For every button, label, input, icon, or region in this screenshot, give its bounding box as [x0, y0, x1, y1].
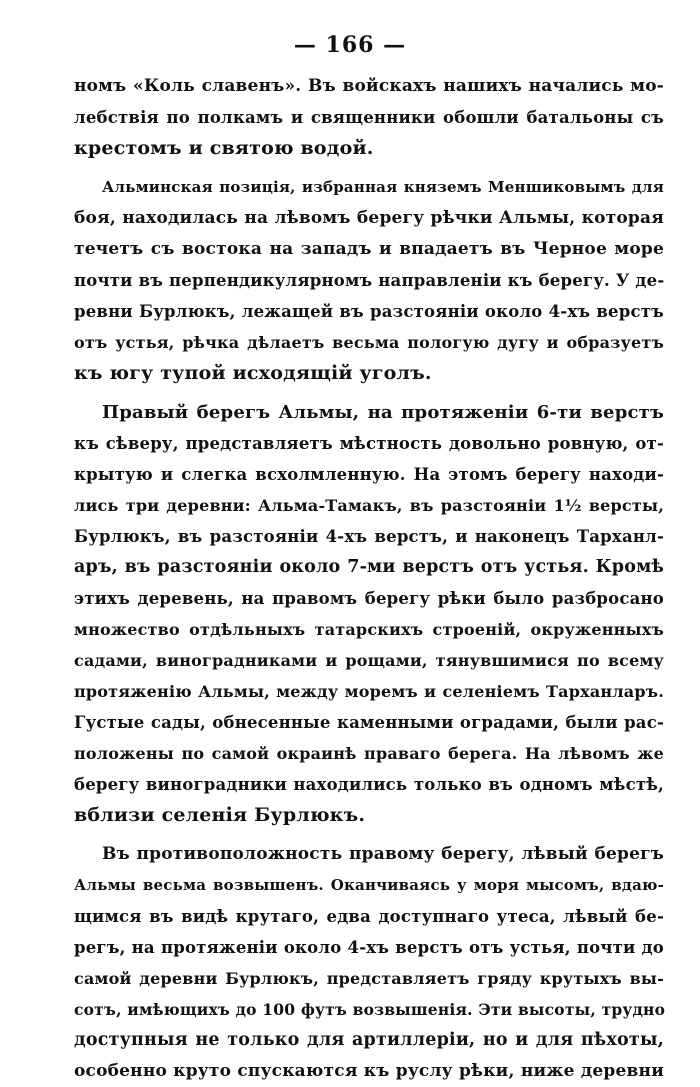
text-line: вблизи селенія Бурлюкъ.: [74, 804, 366, 826]
text-line: берегу виноградники находились только въ одномъ мѣстѣ,: [74, 775, 664, 794]
paragraph-4: [74, 839, 664, 1087]
text-line: къ югу тупой исходящій уголъ.: [74, 362, 432, 384]
text-line: течетъ съ востока на западъ и впадаетъ въ Черное море: [74, 239, 664, 259]
text-line: лись три деревни: Альма-Тамакъ, въ разстояніи 1½ версты,: [74, 496, 664, 515]
text-line: самой деревни Бурлюкъ, представляетъ гряду крутыхъ вы-: [74, 969, 664, 988]
text-line: крытую и слегка всхолмленную. На этомъ берегу находи-: [74, 465, 664, 484]
text-line: протяженію Альмы, между моремъ и селеніемъ Тарханларъ.: [74, 682, 664, 701]
paragraph-2: [74, 172, 664, 389]
text-line: сотъ, имѣющихъ до 100 футъ возвышенія. Эти высоты, трудно: [74, 1000, 666, 1019]
paragraph-3: [74, 397, 664, 831]
text-line: аръ, въ разстояніи около 7-ми верстъ отъ устья. Кромѣ: [74, 557, 664, 577]
paragraph-1: [74, 71, 664, 164]
text-line: доступныя не только для артиллеріи, но и для пѣхоты,: [74, 1030, 664, 1050]
text-line: этихъ деревень, на правомъ берегу рѣки было разбросано: [74, 589, 664, 608]
text-line: отъ устья, рѣчка дѣлаетъ весьма пологую дугу и образуетъ: [74, 333, 664, 352]
text-line: щимся въ видѣ крутаго, едва доступнаго утеса, лѣвый бе-: [74, 907, 664, 926]
text-line: особенно круто спускаются къ руслу рѣки, ниже деревни: [74, 1061, 664, 1081]
page-number: — 166 —: [293, 32, 407, 58]
text-line: лебствія по полкамъ и священники обошли батальоны съ: [74, 108, 664, 127]
text-line: номъ «Коль славенъ». Въ войскахъ нашихъ начались мо-: [74, 76, 664, 96]
text-line: Альмы весьма возвышенъ. Оканчиваясь у моря мысомъ, вдаю-: [74, 876, 664, 894]
body-text: [74, 71, 664, 1087]
text-line: почти въ перпендикулярномъ направленіи къ берегу. У де-: [74, 271, 665, 290]
text-line: Правый берегъ Альмы, на протяженіи 6-ти верстъ: [102, 402, 664, 423]
text-line: Бурлюкъ, въ разстояніи 4-хъ верстъ, и наконецъ Тарханл-: [74, 527, 664, 546]
text-line: регъ, на протяженіи около 4-хъ верстъ отъ устья, почти до: [74, 938, 664, 957]
text-line: садами, виноградниками и рощами, тянувшимися по всему: [74, 651, 664, 670]
text-line: множество отдѣльныхъ татарскихъ строеній, окруженныхъ: [74, 620, 664, 639]
text-line: Въ противоположность правому берегу, лѣвый берегъ: [102, 844, 664, 864]
text-line: Густые сады, обнесенные каменными оградами, были рас-: [74, 713, 664, 732]
text-line: къ сѣверу, представляетъ мѣстность довольно ровную, от-: [74, 434, 664, 453]
text-line: крестомъ и святою водой.: [74, 137, 374, 159]
text-line: боя, находилась на лѣвомъ берегу рѣчки Альмы, которая: [74, 208, 664, 228]
text-line: положены по самой окраинѣ праваго берега. На лѣвомъ же: [74, 744, 664, 763]
text-line: ревни Бурлюкъ, лежащей въ разстояніи около 4-хъ верстъ: [74, 302, 664, 321]
text-line: Альминская позиція, избранная княземъ Меншиковымъ для: [102, 178, 664, 196]
